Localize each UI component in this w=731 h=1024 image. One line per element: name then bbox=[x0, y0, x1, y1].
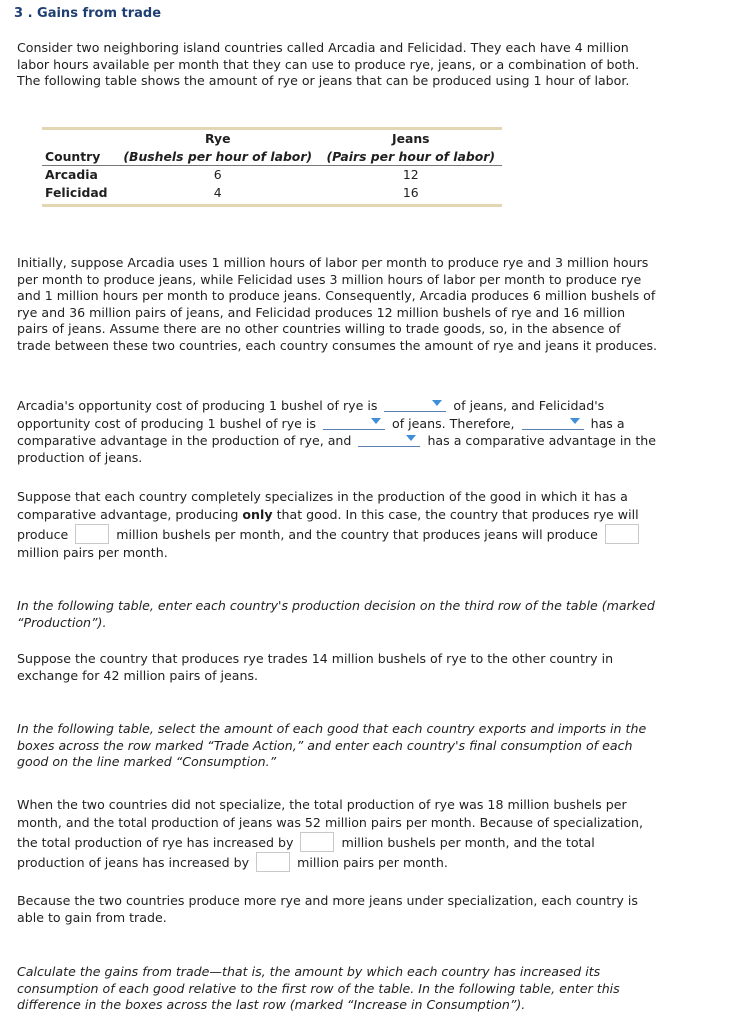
total-production-paragraph: When the two countries did not specialize, the total production of rye was 18 million bushels per month, and the total production of jeans was 52 million pairs per month. Because of specialization, the total production of rye has increased by million bushels per month, and the total production of jeans has increased by million pairs per month. bbox=[17, 797, 644, 870]
trade-paragraph: Suppose the country that produces rye trades 14 million bushels of rye to the other country in exchange for 42 million pairs of jeans. bbox=[17, 651, 614, 683]
jeans-increase-input[interactable] bbox=[256, 852, 290, 872]
table-bottom-rule bbox=[42, 204, 502, 207]
dropdown-arrow-icon bbox=[570, 418, 580, 424]
row-rye: 6 bbox=[213, 167, 222, 182]
header-rye-unit: (Bushels per hour of labor) bbox=[116, 148, 320, 166]
rye-specialized-output-input[interactable] bbox=[75, 524, 109, 544]
dropdown-arrow-icon bbox=[432, 400, 442, 406]
table-row bbox=[42, 166, 502, 184]
gain-paragraph: Because the two countries produce more rye and more jeans under specialization, each country is able to gain from trade. bbox=[17, 893, 638, 925]
jeans-specialized-output-input[interactable] bbox=[605, 524, 639, 544]
opportunity-cost-paragraph: Arcadia's opportunity cost of producing 1 bushel of rye is of jeans, and Felicidad's opportunity cost of producing 1 bushel of rye is of jeans. Therefore, has a comparative advantage in the production of rye, and has a comparative advantage in the production of jeans. bbox=[17, 398, 656, 465]
arcadia-opportunity-cost-dropdown[interactable] bbox=[384, 397, 446, 412]
production-instruction: In the following table, enter each country's production decision on the third row of the table (marked “Production”). bbox=[17, 598, 655, 630]
specialization-paragraph: Suppose that each country completely specializes in the production of the good in which it has a comparative advantage, producing only that good. In this case, the country that produces rye will produce million bushels per month, and the country that produces jeans will produce million pairs per month. bbox=[17, 489, 639, 560]
row-rye: 4 bbox=[213, 184, 222, 200]
header-country: Country bbox=[42, 148, 116, 166]
productivity-table bbox=[42, 127, 502, 207]
row-jeans: 16 bbox=[402, 184, 419, 200]
row-country: Arcadia bbox=[45, 167, 98, 182]
initial-production-paragraph: Initially, suppose Arcadia uses 1 million hours of labor per month to produce rye and 3 million hours per month to produce jeans, while Felicidad uses 3 million hours of labor per month to produce rye and 1 million hours per month to produce jeans. Consequently, Arcadia produces 6 million bushels of rye and 36 million pairs of jeans, and Felicidad produces 12 million bushels of rye and 16 million pairs of jeans. Assume there are no other countries willing to trade goods, so, in the absence of trade between these two countries, each country consumes the amount of rye and jeans it produces. bbox=[17, 255, 658, 353]
jeans-advantage-country-dropdown[interactable] bbox=[358, 432, 420, 447]
dropdown-arrow-icon bbox=[371, 418, 381, 424]
trade-action-instruction: In the following table, select the amount of each good that each country exports and imports in the boxes across the row marked “Trade Action,” and enter each country's final consumption of each good on the line marked “Consumption.” bbox=[17, 721, 647, 770]
intro-paragraph: Consider two neighboring island countries called Arcadia and Felicidad. They each have 4 million labor hours available per month that they can use to produce rye, jeans, or a combination of both. The following table shows the amount of rye or jeans that can be produced using 1 hour of labor. bbox=[17, 40, 640, 89]
row-country: Felicidad bbox=[45, 184, 108, 200]
row-jeans: 12 bbox=[402, 167, 419, 182]
table-row bbox=[42, 184, 502, 202]
header-rye: Rye bbox=[205, 131, 231, 146]
header-jeans-unit: (Pairs per hour of labor) bbox=[320, 148, 503, 166]
question-title: 3 . Gains from trade bbox=[14, 6, 162, 21]
felicidad-opportunity-cost-dropdown[interactable] bbox=[323, 415, 385, 430]
gains-instruction: Calculate the gains from trade—that is, the amount by which each country has increased its consumption of each good relative to the first row of the table. In the following table, enter this difference in the boxes across the last row (marked “Increase in Consumption”). bbox=[17, 964, 620, 1013]
dropdown-arrow-icon bbox=[406, 435, 416, 441]
header-jeans: Jeans bbox=[391, 131, 430, 146]
rye-advantage-country-dropdown[interactable] bbox=[522, 415, 584, 430]
rye-increase-input[interactable] bbox=[300, 832, 334, 852]
